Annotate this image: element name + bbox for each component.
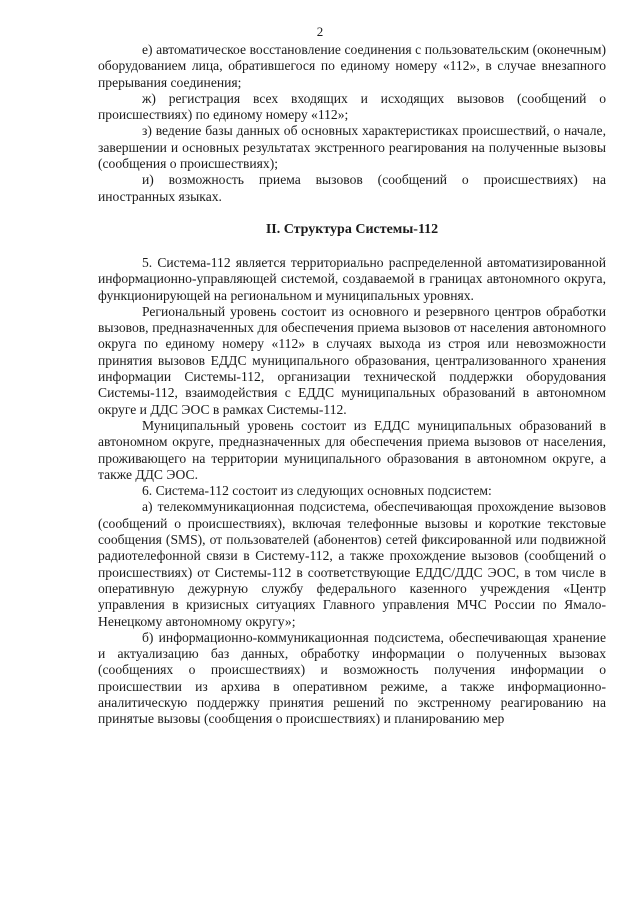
section-heading: II. Структура Системы-112 [265, 221, 439, 237]
page-number: 2 [316, 24, 324, 39]
regional-level-paragraph: Региональный уровень состоит из основного и резервного центров обработки вызовов, предназначенных для обеспечения приема вызовов от населения автономного округа по единому номеру «112» в случаях выхода из строя или невозможности принятия вызовов ЕДДС муниципального образования, централизованного хранения информации Системы-112, организации технической поддержки оборудования Системы-112, взаимодействия с ЕДДС муниципальных образований в автономном округе и ДДС ЭОС в рамках Системы-112. [98, 303, 606, 417]
subsystem-b: б) информационно-коммуникационная подсистема, обеспечивающая хранение и актуализацию баз данных, обработку информации о полученных вызовах (сообщениях о происшествиях) и возможность получения информации о происшествии из архива в оперативном режиме, а также информационно-аналитическую поддержку принятия решений по экстренному реагированию на принятые вызовы (сообщения о происшествиях) и планированию мер [98, 629, 606, 727]
item-zh: ж) регистрация всех входящих и исходящих вызовов (сообщений о происшествиях) по единому номеру «112»; [98, 90, 606, 123]
clause-5: 5. Система-112 является территориально распределенной автоматизированной информационно-управляющей системой, создаваемой в границах автономного округа, функционирующей на региональном и муниципальных уровнях. [98, 254, 606, 303]
clause-6: 6. Система-112 состоит из следующих основных подсистем: [142, 483, 492, 499]
item-i: и) возможность приема вызовов (сообщений о происшествиях) на иностранных языках. [98, 172, 606, 204]
subsystem-a: а) телекоммуникационная подсистема, обеспечивающая прохождение вызовов (сообщений о происшествиях), включая телефонные вызовы и короткие текстовые сообщения (SMS), от пользователей (абонентов) сетей фиксированной или подвижной радиотелефонной связи в Систему-112, а также прохождение вызовов (сообщений о происшествиях) от Системы-112 в соответствующие ЕДДС/ДДС ЭОС, в том числе в оперативную дежурную службу федерального казенного учреждения «Центр управления в кризисных ситуациях Главного управления МЧС России по Ямало-Ненецкому автономному округу»; [98, 499, 606, 629]
municipal-level-paragraph: Муниципальный уровень состоит из ЕДДС муниципальных образований в автономном округе, предназначенных для обеспечения приема вызовов от населения, проживающего на территории муниципального образования в автономном округе, а также ДДС ЭОС. [98, 417, 606, 482]
item-z: з) ведение базы данных об основных характеристиках происшествий, о начале, завершении и основных результатах экстренного реагирования на полученные вызовы (сообщения о происшествиях); [98, 123, 606, 172]
item-e: е) автоматическое восстановление соединения с пользовательским (оконечным) оборудованием лица, обратившегося по единому номеру «112», в случае внезапного прерывания соединения; [98, 42, 606, 90]
page-content [98, 42, 606, 728]
